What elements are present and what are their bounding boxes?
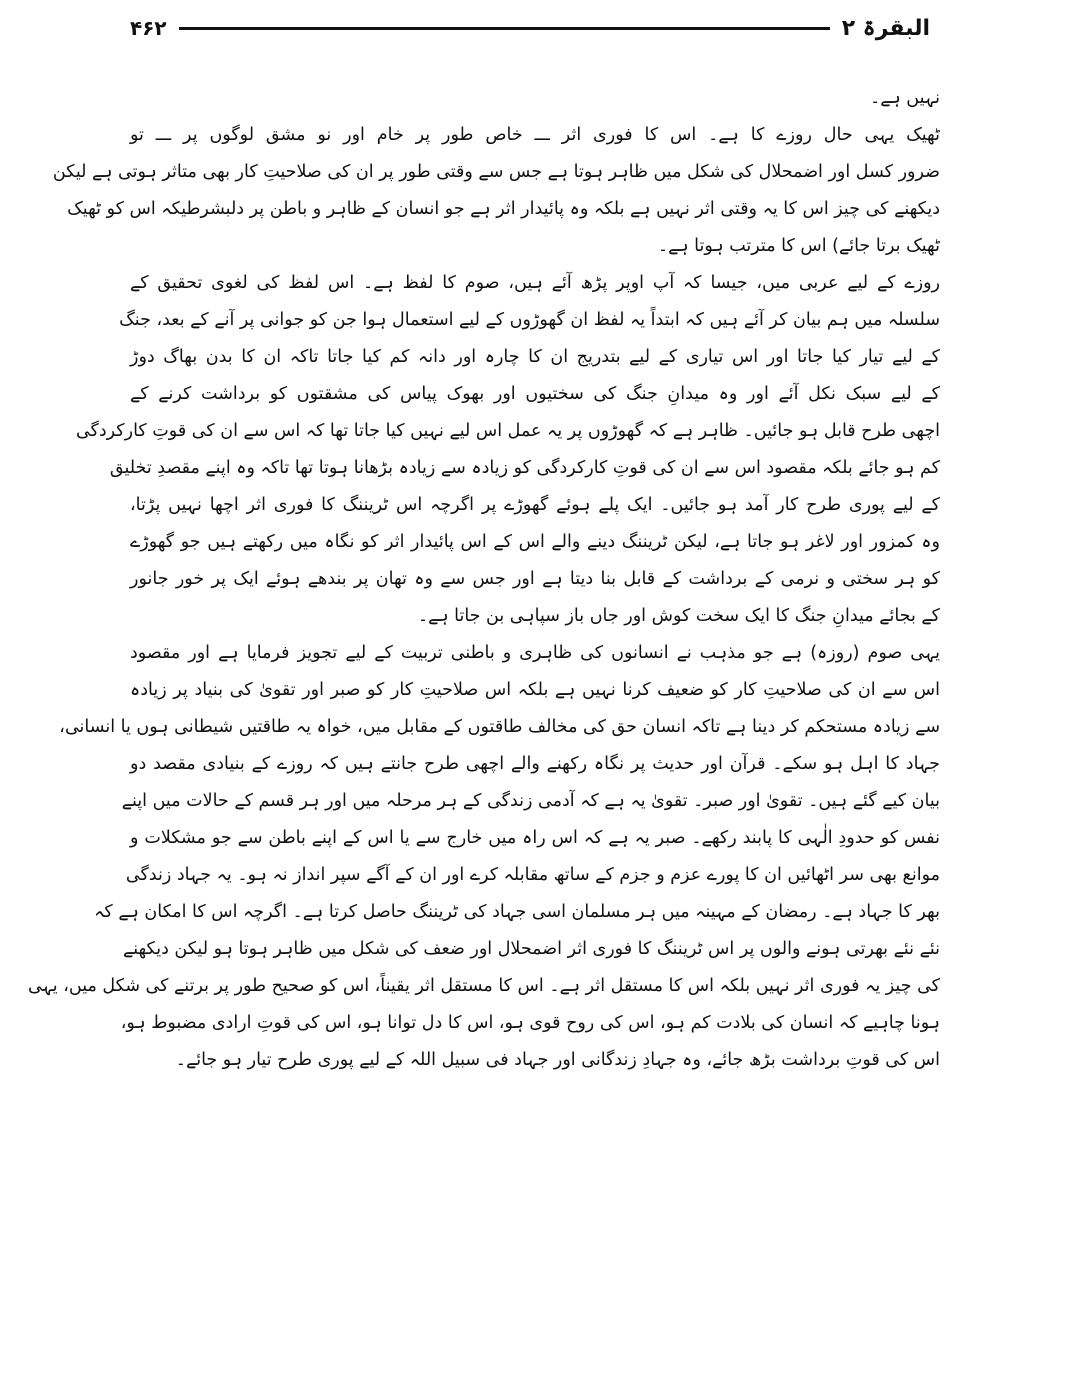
header-rule (179, 27, 830, 30)
text-line: وہ کمزور اور لاغر ہو جاتا ہے، لیکن ٹریننگ دینے والے اس کے اس پائیدار اثر کو نگاہ میں رکھتے ہیں جو گھوڑے (130, 532, 940, 552)
text-line: دیکھنے کی چیز اس کا یہ وقتی اثر نہیں ہے بلکہ وہ پائیدار اثر ہے جو انسان کے ظاہر و باطن پر دلبشرطیکہ اس کو ٹھیک (67, 199, 940, 219)
text-line: ٹھیک برتا جائے) اس کا مترتب ہوتا ہے۔ (657, 236, 940, 256)
text-line: کو ہر سختی و نرمی کے برداشت کے قابل بنا دیتا ہے اور جس سے وہ تھان پر بندھے ہوئے ایک پر خور جانور (130, 569, 940, 589)
text-line: کم ہو جائے بلکہ مقصود اس سے ان کی قوتِ کارکردگی کو زیادہ سے زیادہ بڑھانا ہوتا تھا تاکہ وہ اپنے مقصدِ تخلیق (109, 458, 940, 478)
text-line: ہونا چاہیے کہ انسان کی بلادت کم ہو، اس کی روح قوی ہو، اس کا دل توانا ہو، اس کی قوتِ ارادی مضبوط ہو، (120, 1013, 940, 1033)
text-line: کے لیے سبک نکل آئے اور وہ میدانِ جنگ کی سختیوں اور بھوک پیاس کی مشقتوں کو برداشت کرنے کے (130, 384, 940, 404)
page-body (27, 80, 940, 1079)
text-line: اچھی طرح قابل ہو جائیں۔ ظاہر ہے کہ گھوڑوں پر یہ عمل اس لیے نہیں کیا جاتا تھا کہ اس سے ان کی قوتِ کارکردگی (75, 421, 940, 441)
page-header (130, 10, 930, 46)
text-line: جہاد کا اہل ہو سکے۔ قرآن اور حدیث پر نگاہ رکھنے والے اچھی طرح جانتے ہیں کہ روزے کے بنیادی مقصد دو (130, 754, 940, 774)
text-line: سے زیادہ مستحکم کر دینا ہے تاکہ انسان حق کی مخالف طاقتوں کے مقابل میں، خواہ یہ طاقتیں شیطانی ہوں یا انسانی، (59, 717, 940, 737)
text-line: نئے نئے بھرتی ہونے والوں پر اس ٹریننگ کا فوری اثر اضمحلال اور ضعف کی شکل میں ظاہر ہوتا ہو لیکن دیکھنے (122, 939, 940, 959)
text-line: یہی صوم (روزہ) ہے جو مذہب نے انسانوں کی ظاہری و باطنی تربیت کے لیے تجویز فرمایا ہے اور مقصود (130, 643, 940, 663)
text-line: روزے کے لیے عربی میں، جیسا کہ آپ اوپر پڑھ آئے ہیں، صوم کا لفظ ہے۔ اس لفظ کی لغوی تحقیق کے (130, 273, 940, 293)
text-line: نہیں ہے۔ (869, 88, 940, 108)
text-line: ٹھیک یہی حال روزے کا ہے۔ اس کا فوری اثر ـــ خاص طور پر خام اور نو مشق لوگوں پر ـــ تو (130, 125, 940, 145)
text-line: موانع بھی سر اٹھائیں ان کا پورے عزم و جزم کے ساتھ مقابلہ کرے اور ان کے آگے سپر انداز نہ ہو۔ یہ جہاد زندگی (125, 865, 940, 885)
text-line: ضرور کسل اور اضمحلال کی شکل میں ظاہر ہوتا ہے جس سے وقتی طور پر ان کی صلاحیتِ کار بھی متاثر ہوتی ہے لیکن (52, 162, 940, 182)
text-line: کی چیز یہ فوری اثر نہیں بلکہ اس کا مستقل اثر ہے۔ اس کا مستقل اثر یقیناً، اس کو صحیح طور پر برتنے کی شکل میں، یہی (27, 976, 940, 996)
surah-title: البقرۃ ۲ (841, 15, 930, 41)
text-line: اس سے ان کی صلاحیتِ کار کو ضعیف کرنا نہیں ہے بلکہ اس صلاحیتِ کار کو صبر اور تقویٰ کی بنیاد پر زیادہ (130, 680, 940, 700)
page-number: ۴۶۲ (130, 16, 167, 40)
text-line: اس کی قوتِ برداشت بڑھ جائے، وہ جہادِ زندگانی اور جہاد فی سبیل اللہ کے لیے پوری طرح تیار ہو جائے۔ (175, 1050, 940, 1070)
text-line: بھر کا جہاد ہے۔ رمضان کے مہینہ میں ہر مسلمان اسی جہاد کی ٹریننگ حاصل کرتا ہے۔ اگرچہ اس کا امکان ہے کہ (94, 902, 940, 922)
text-line: بیان کیے گئے ہیں۔ تقویٰ اور صبر۔ تقویٰ یہ ہے کہ آدمی زندگی کے ہر مرحلہ میں اور ہر قسم کے حالات میں اپنے (121, 791, 940, 811)
text-line: کے لیے پوری طرح کار آمد ہو جائیں۔ ایک پلے ہوئے گھوڑے پر اگرچہ اس ٹریننگ کا فوری اثر اچھا نہیں پڑتا، (130, 495, 940, 515)
text-line: نفس کو حدودِ الٰہی کا پابند رکھے۔ صبر یہ ہے کہ اس راہ میں خارج سے یا اس کے اپنے باطن سے جو مشکلات و (130, 828, 940, 848)
text-line: کے لیے تیار کیا جاتا اور اس تیاری کے لیے بتدریج ان کا چارہ اور دانہ کم کیا جاتا تاکہ ان کا بدن بھاگ دوڑ (130, 347, 940, 367)
text-line: کے بجائے میدانِ جنگ کا ایک سخت کوش اور جاں باز سپاہی بن جاتا ہے۔ (417, 606, 940, 626)
text-line: سلسلہ میں ہم بیان کر آئے ہیں کہ ابتداً یہ لفظ ان گھوڑوں کے لیے استعمال ہوا جن کو جوانی پر آنے کے بعد، جنگ (119, 310, 940, 330)
